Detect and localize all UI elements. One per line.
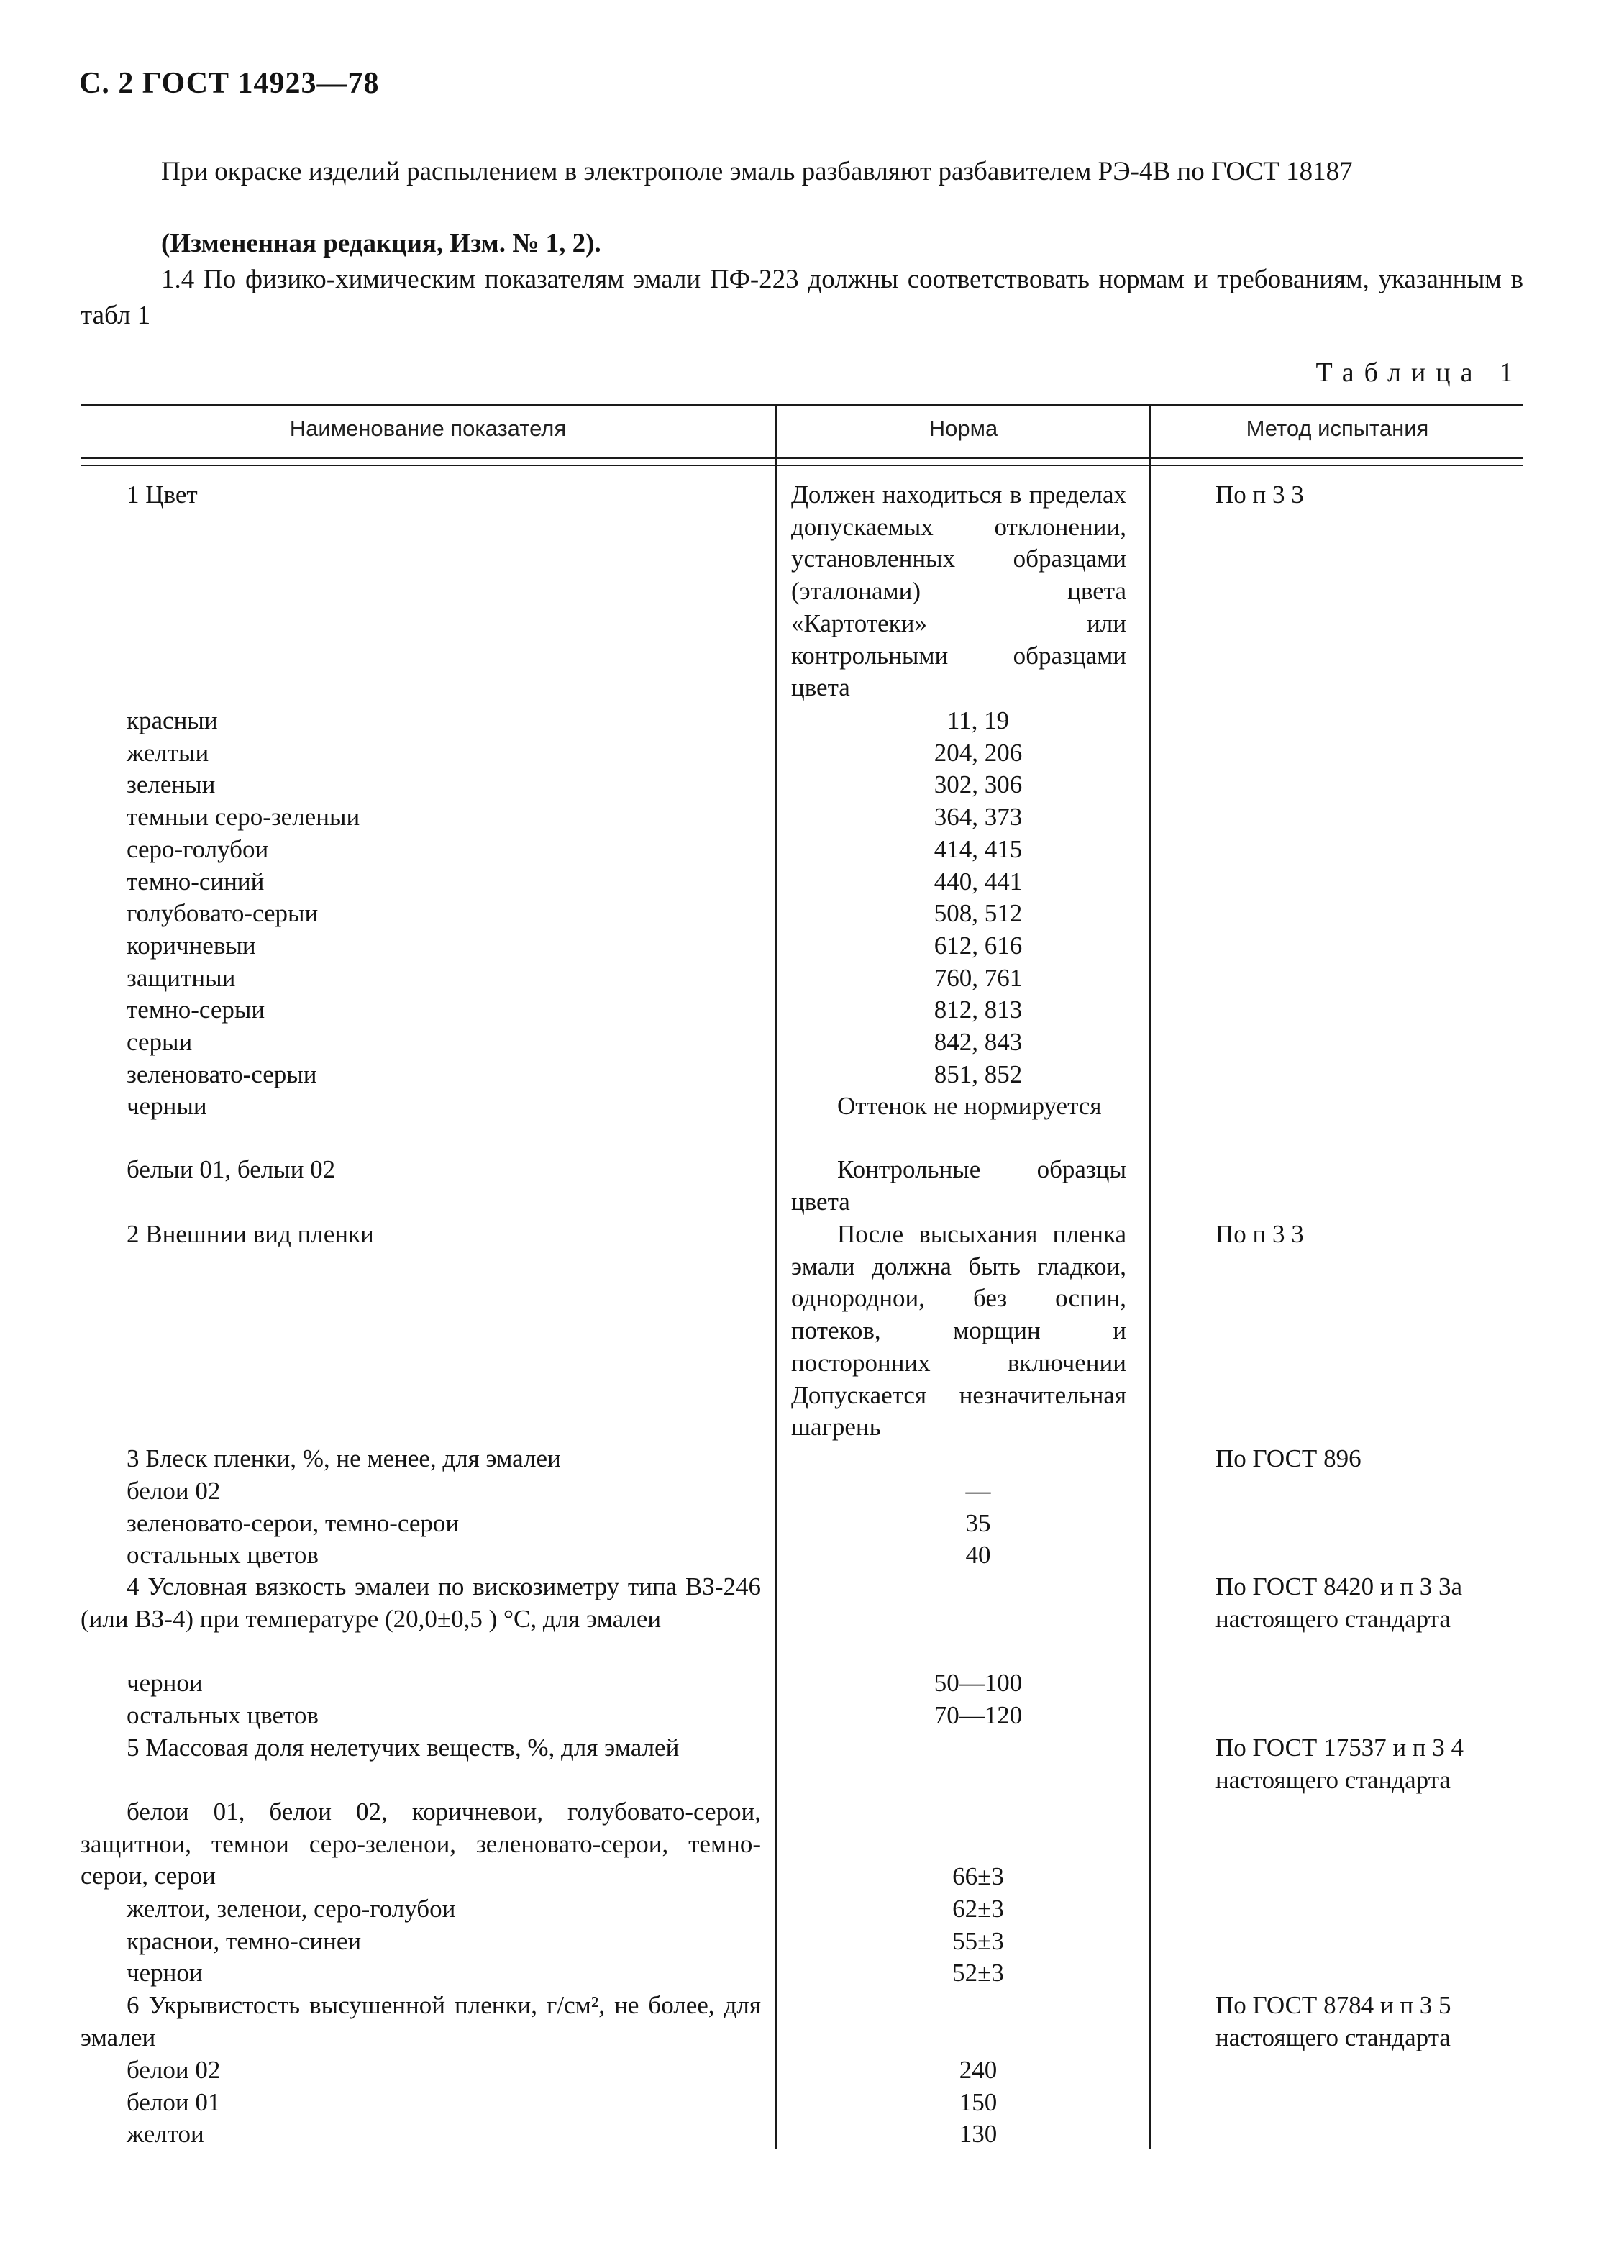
list-item-norm: 130 bbox=[959, 2120, 998, 2149]
row-1-method: По п 3 3 bbox=[1215, 481, 1304, 509]
list-item-norm: 612, 616 bbox=[934, 931, 1023, 960]
list-item-name: зеленыи bbox=[127, 770, 216, 799]
column-header-norm: Норма bbox=[929, 416, 998, 441]
row-1-name: 1 Цвет bbox=[127, 481, 198, 509]
list-item-norm: 812, 813 bbox=[934, 996, 1023, 1024]
table-top-rule bbox=[81, 404, 1523, 406]
white-color-name: белыи 01, белыи 02 bbox=[127, 1155, 336, 1183]
list-item-name: темно-синий bbox=[127, 867, 265, 896]
list-item-norm: 52±3 bbox=[952, 1959, 1004, 1987]
list-item-name: остальных цветов bbox=[127, 1700, 319, 1729]
list-item-name: серо-голубои bbox=[127, 834, 269, 863]
list-item-name: остальных цветов bbox=[127, 1541, 319, 1570]
row-3-name: 3 Блеск пленки, %, не менее, для эмалеи bbox=[127, 1444, 561, 1472]
list-item-norm: 55±3 bbox=[952, 1926, 1004, 1955]
list-item-norm: — bbox=[965, 1477, 991, 1505]
row-2-method: По п 3 3 bbox=[1215, 1220, 1304, 1248]
list-item-name: чернои bbox=[127, 1959, 203, 1987]
row-5-group-name: белои 01, белои 02, коричневои, голубовато-серои, защитнои, темнои серо-зеленои, зеленовато-серои, темно-серои, серои bbox=[81, 1798, 761, 1890]
list-item-norm: 842, 843 bbox=[934, 1028, 1023, 1056]
list-item-norm: 240 bbox=[959, 2056, 998, 2084]
list-item-norm: 851, 852 bbox=[934, 1060, 1023, 1088]
row-6-name: 6 Укрывистость высушенной пленки, г/см², не более, для эмалеи bbox=[81, 1991, 761, 2051]
list-item-norm: 440, 441 bbox=[934, 867, 1023, 896]
row-2-name: 2 Внешнии вид пленки bbox=[127, 1220, 374, 1248]
list-item-name: белои 01 bbox=[127, 2087, 221, 2116]
list-item-norm: 204, 206 bbox=[934, 738, 1023, 767]
list-item-norm: 414, 415 bbox=[934, 834, 1023, 863]
row-3-method: По ГОСТ 896 bbox=[1215, 1444, 1361, 1472]
list-item-norm: 150 bbox=[959, 2087, 998, 2116]
list-item-name: краснои, темно-синеи bbox=[127, 1926, 362, 1955]
amendment-note: (Измененная редакция, Изм. № 1, 2). bbox=[161, 229, 601, 258]
list-item-name: коричневыи bbox=[127, 931, 256, 960]
list-item-norm: 70—120 bbox=[934, 1700, 1023, 1729]
list-item-norm: 760, 761 bbox=[934, 963, 1023, 992]
list-item-name: серыи bbox=[127, 1028, 193, 1056]
row-4-method: По ГОСТ 8420 и п 3 3а настоящего стандарта bbox=[1215, 1572, 1463, 1633]
list-item-name: зеленовато-серои, темно-серои bbox=[127, 1508, 460, 1537]
list-item-name: красныи bbox=[127, 706, 218, 734]
list-item-norm: 35 bbox=[965, 1508, 991, 1537]
row-6-method: По ГОСТ 8784 и п 3 5 настоящего стандарта bbox=[1215, 1991, 1451, 2051]
row-5-name: 5 Массовая доля нелетучих веществ, %, для эмалей bbox=[127, 1734, 680, 1762]
list-item-name: зеленовато-серыи bbox=[127, 1060, 317, 1088]
list-item-name: защитныи bbox=[127, 963, 236, 992]
table-header-rule bbox=[81, 457, 1523, 459]
list-item-name: темно-серыи bbox=[127, 996, 265, 1024]
list-item-norm: 11, 19 bbox=[946, 706, 1010, 734]
list-item-norm: 62±3 bbox=[952, 1895, 1004, 1923]
list-item-name: чернои bbox=[127, 1669, 203, 1697]
list-item-norm: 302, 306 bbox=[934, 770, 1023, 799]
row-1-norm: Должен находиться в пределах допускаемых отклонении, установленных образцами (эталонами) цвета «Картотеки» или контрольными образцами цвета bbox=[791, 481, 1126, 702]
black-color-name: черныи bbox=[127, 1092, 207, 1120]
column-header-name: Наименование показателя bbox=[289, 416, 567, 441]
row-5-group-norm: 66±3 bbox=[952, 1862, 1004, 1890]
row-5-method: По ГОСТ 17537 и п 3 4 настоящего стандарта bbox=[1215, 1734, 1464, 1794]
list-item-name: желтыи bbox=[127, 738, 209, 767]
white-color-norm: Контрольные образцы цвета bbox=[791, 1155, 1126, 1216]
list-item-norm: 40 bbox=[965, 1541, 991, 1570]
intro-p1-text: При окраске изделий распылением в электрополе эмаль разбавляют разбавителем РЭ-4В по ГОСТ 18187 bbox=[161, 157, 1353, 186]
row-2-norm: После высыхания пленка эмали должна быть гладкои, однороднои, без оспин, потеков, морщин и посторонних включении Допускается незначительная шагрень bbox=[791, 1220, 1126, 1442]
list-item-name: темныи серо-зеленыи bbox=[127, 803, 360, 832]
list-item-name: белои 02 bbox=[127, 2056, 221, 2084]
list-item-norm: 364, 373 bbox=[934, 803, 1023, 832]
list-item-name: желтои bbox=[127, 2120, 204, 2149]
list-item-norm: 50—100 bbox=[934, 1669, 1023, 1697]
list-item-norm: 508, 512 bbox=[934, 899, 1023, 928]
list-item-name: желтои, зеленои, серо-голубои bbox=[127, 1895, 456, 1923]
table-header-rule-2 bbox=[81, 465, 1523, 466]
black-color-norm: Оттенок не нормируется bbox=[837, 1092, 1102, 1120]
list-item-name: голубовато-серыи bbox=[127, 899, 319, 928]
column-header-method: Метод испытания bbox=[1246, 416, 1429, 441]
intro-paragraph-2 bbox=[81, 262, 1523, 334]
row-4-name: 4 Условная вязкость эмалеи по вискозиметру типа ВЗ-246 (или ВЗ-4) при температуре (20,0±0,5 ) °С, для эмалеи bbox=[81, 1572, 761, 1633]
intro-p3-text: 1.4 По физико-химическим показателям эмали ПФ-223 должны соответствовать нормам и требованиям, указанным в табл 1 bbox=[81, 265, 1523, 330]
intro-paragraph-1 bbox=[81, 154, 1523, 190]
page-header: С. 2 ГОСТ 14923—78 bbox=[79, 67, 380, 100]
list-item-name: белои 02 bbox=[127, 1477, 221, 1505]
table-caption: Таблица 1 bbox=[1315, 357, 1523, 388]
